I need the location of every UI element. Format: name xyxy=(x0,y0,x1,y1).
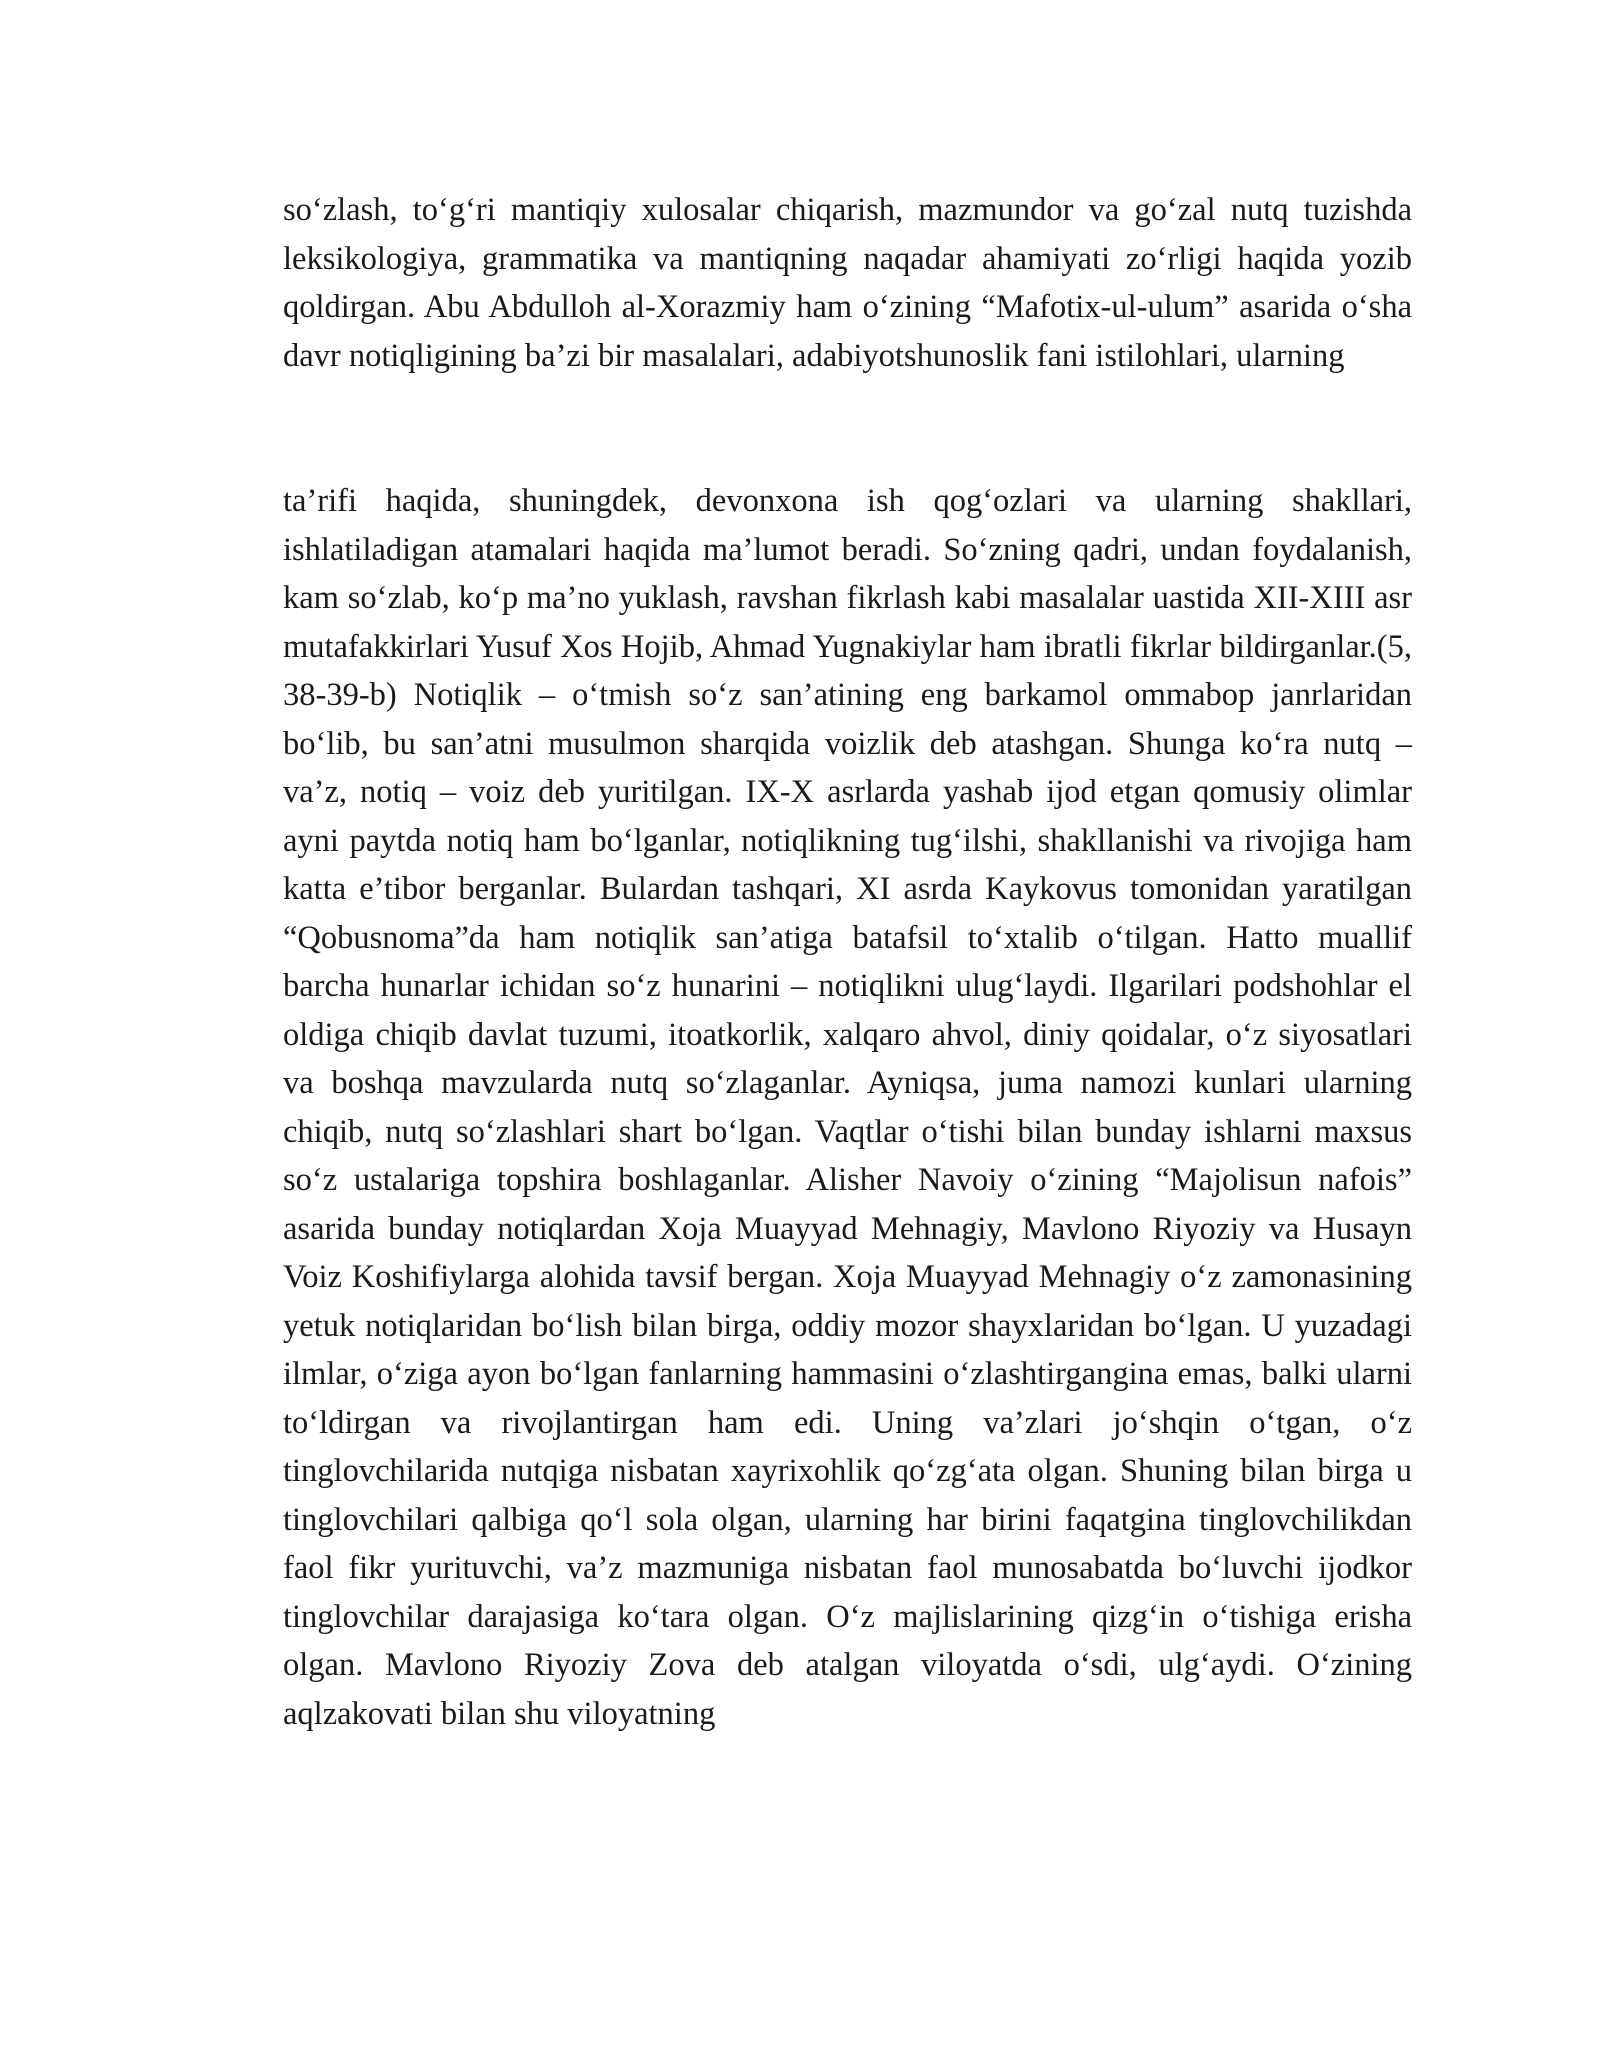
paragraph-1: so‘zlash, to‘g‘ri mantiqiy xulosalar chiqarish, mazmundor va go‘zal nutq tuzishda leksikologiya, grammatika va mantiqning naqadar ahamiyati zo‘rligi haqida yozib qoldirgan. Abu Abdulloh al-Xorazmiy ham o‘zining “Mafotix-ul-ulum” asarida o‘sha davr notiqligining ba’zi bir masalalari, adabiyotshunoslik fani istilohlari, ularning xyxy=(283,192,1412,374)
paragraph-2: ta’rifi haqida, shuningdek, devonxona ish qog‘ozlari va ularning shakllari, ishlatiladigan atamalari haqida ma’lumot beradi. So‘zning qadri, undan foydalanish, kam so‘zlab, ko‘p ma’no yuklash, ravshan fikrlash kabi masalalar uastida XII-XIII asr mutafakkirlari Yusuf Xos Hojib, Ahmad Yugnakiylar ham ibratli fikrlar bildirganlar.(5, 38-39-b) Notiqlik – o‘tmish so‘z san’atining eng barkamol ommabop janrlaridan bo‘lib, bu san’atni musulmon sharqida voizlik deb atashgan. Shunga ko‘ra nutq – va’z, notiq – voiz deb yuritilgan. IX-X asrlarda yashab ijod etgan qomusiy olimlar ayni paytda notiq ham bo‘lganlar, notiqlikning tug‘ilshi, shakllanishi va rivojiga ham katta e’tibor berganlar. Bulardan tashqari, XI asrda Kaykovus tomonidan yaratilgan “Qobusnoma”da ham notiqlik san’atiga batafsil to‘xtalib o‘tilgan. Hatto muallif barcha hunarlar ichidan so‘z hunarini – notiqlikni ulug‘laydi. Ilgarilari podshohlar el oldiga chiqib davlat tuzumi, itoatkorlik, xalqaro ahvol, diniy qoidalar, o‘z siyosatlari va boshqa mavzularda nutq so‘zlaganlar. Ayniqsa, juma namozi kunlari ularning chiqib, nutq so‘zlashlari shart bo‘lgan. Vaqtlar o‘tishi bilan bunday ishlarni maxsus so‘z ustalariga topshira boshlaganlar. Alisher Navoiy o‘zining “Majolisun nafois” asarida bunday notiqlardan Xoja Muayyad Mehnagiy, Mavlono Riyoziy va Husayn Voiz Koshifiylarga alohida tavsif bergan. Xoja Muayyad Mehnagiy o‘z zamonasining yetuk notiqlaridan bo‘lish bilan birga, oddiy mozor shayxlaridan bo‘lgan. U yuzadagi ilmlar, o‘ziga ayon bo‘lgan fanlarning hammasini o‘zlashtirgangina emas, balki ularni to‘ldirgan va rivojlantirgan ham edi. Uning va’zlari jo‘shqin o‘tgan, o‘z tinglovchilarida nutqiga nisbatan xayrixohlik qo‘zg‘ata olgan. Shuning bilan birga u tinglovchilari qalbiga qo‘l sola olgan, ularning har birini faqatgina tinglovchilikdan faol fikr yurituvchi, va’z mazmuniga nisbatan faol munosabatda bo‘luvchi ijodkor tinglovchilar darajasiga ko‘tara olgan. O‘z majlislarining qizg‘in o‘tishiga erisha olgan. Mavlono Riyoziy Zova deb atalgan viloyatda o‘sdi, ulg‘aydi. O‘zining aqlzakovati bilan shu viloyatning xyxy=(283,483,1412,1732)
